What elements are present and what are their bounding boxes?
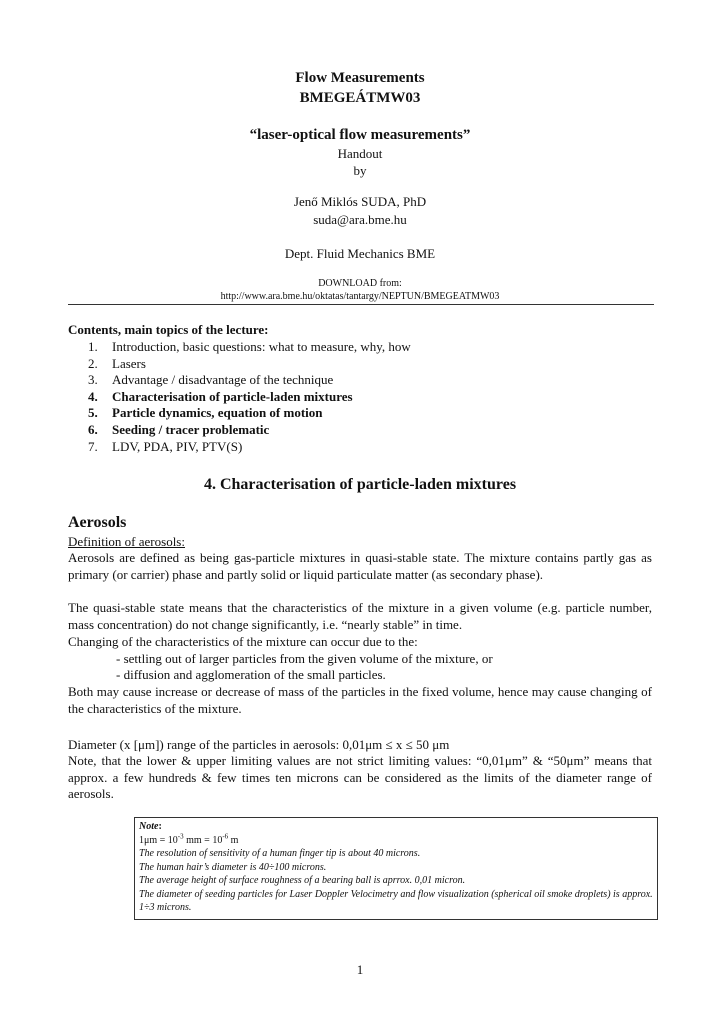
contents-item-number: 3.: [88, 372, 98, 388]
subsection-heading: Aerosols: [68, 514, 127, 531]
contents-item-number: 1.: [88, 339, 98, 354]
note-line: The average height of surface roughness of a bearing ball is aprrox. 0,01 micron.: [139, 875, 466, 886]
contents-item-number: 6.: [88, 421, 98, 437]
page-number: 1: [356, 962, 364, 977]
paragraph-definition: Aerosols are defined as being gas-particle mixtures in quasi-stable state. The mixture contains partly gas as primary (or carrier) phase and partly solid or liquid particulate matter (as secondary phase).: [68, 550, 652, 582]
note-line: The resolution of sensitivity of a human finger tip is about 40 microns.: [139, 848, 421, 859]
contents-item-label: Advantage / disadvantage of the technique: [112, 372, 334, 388]
contents-item-label: LDV, PDA, PIV, PTV(S): [112, 438, 243, 454]
contents-item: [88, 439, 411, 456]
handout-label: Handout: [337, 146, 383, 161]
contents-item-label: Lasers: [112, 355, 146, 371]
contents-item-number: 2.: [88, 355, 98, 371]
note-colon: :: [158, 821, 162, 832]
paragraph-diameter-range: Diameter (x [μm]) range of the particles in aerosols: 0,01μm ≤ x ≤ 50 μm: [68, 737, 450, 752]
note-line: The human hair’s diameter is 40÷100 microns.: [139, 861, 327, 873]
paragraph-changing: Changing of the characteristics of the mixture can occur due to the:: [68, 634, 418, 649]
note-box: [134, 817, 658, 920]
contents-item: [88, 339, 411, 356]
download-label: DOWNLOAD from:: [318, 278, 402, 289]
contents-item-current: [88, 389, 411, 406]
contents-item-current: [88, 422, 411, 439]
download-link[interactable]: http://www.ara.bme.hu/oktatas/tantargy/NEPTUN/BMEGEATMW03: [220, 291, 500, 302]
department: Dept. Fluid Mechanics BME: [284, 246, 436, 261]
author-email[interactable]: suda@ara.bme.hu: [313, 212, 407, 227]
contents-item-label: Introduction, basic questions: what to measure, why, how: [112, 339, 411, 354]
paragraph-limits-note: Note, that the lower & upper limiting values are not strict limiting values: “0,01μm” & “50μm” means that approx. a few hundreds & few times ten microns can be considered as the limits of the diameter range of aerosols.: [68, 753, 652, 802]
note-label: Note: [139, 821, 159, 832]
contents-item: [88, 372, 411, 389]
note-heading: [139, 820, 653, 834]
paragraph-mass-change: Both may cause increase or decrease of mass of the particles in the fixed volume, hence may cause changing of the characteristics of the mixture.: [68, 684, 652, 716]
document-subtitle: “laser-optical flow measurements”: [249, 127, 471, 143]
course-code: BMEGEÁTMW03: [299, 90, 421, 106]
contents-item-label: Characterisation of particle-laden mixtures: [112, 388, 353, 404]
contents-item-number: 4.: [88, 388, 98, 404]
contents-item-label: Particle dynamics, equation of motion: [112, 405, 323, 421]
conversion-part: m: [228, 834, 239, 846]
contents-list: [88, 339, 411, 455]
contents-heading: Contents, main topics of the lecture:: [68, 322, 269, 337]
contents-item: [88, 356, 411, 373]
paragraph-quasi-stable: The quasi-stable state means that the characteristics of the mixture in a given volume (e.g. particle number, mass concentration) do not change significantly, i.e. “nearly stable” in time.: [68, 600, 652, 632]
note-unit-conversion: [139, 834, 653, 848]
bullet-diffusion: - diffusion and agglomeration of the small particles.: [116, 667, 386, 682]
exponent: -6: [222, 832, 229, 841]
header-divider: [68, 304, 654, 305]
definition-label: Definition of aerosols:: [68, 534, 185, 549]
by-label: by: [353, 163, 367, 178]
contents-item-number: 5.: [88, 405, 98, 421]
exponent: -3: [177, 832, 184, 841]
section-heading: 4. Characterisation of particle-laden mixtures: [203, 476, 517, 493]
contents-item-number: 7.: [88, 438, 98, 454]
bullet-settling: - settling out of larger particles from the given volume of the mixture, or: [116, 651, 493, 666]
contents-item-current: [88, 405, 411, 422]
author-name: Jenő Miklós SUDA, PhD: [293, 194, 427, 209]
conversion-part: mm = 10: [183, 834, 223, 846]
contents-item-label: Seeding / tracer problematic: [112, 421, 270, 437]
document-title: Flow Measurements: [295, 70, 425, 86]
conversion-part: 1μm = 10: [139, 834, 178, 846]
note-line: The diameter of seeding particles for Laser Doppler Velocimetry and flow visualization (spherical oil smoke droplets) is approx. 1÷3 microns.: [139, 888, 653, 913]
